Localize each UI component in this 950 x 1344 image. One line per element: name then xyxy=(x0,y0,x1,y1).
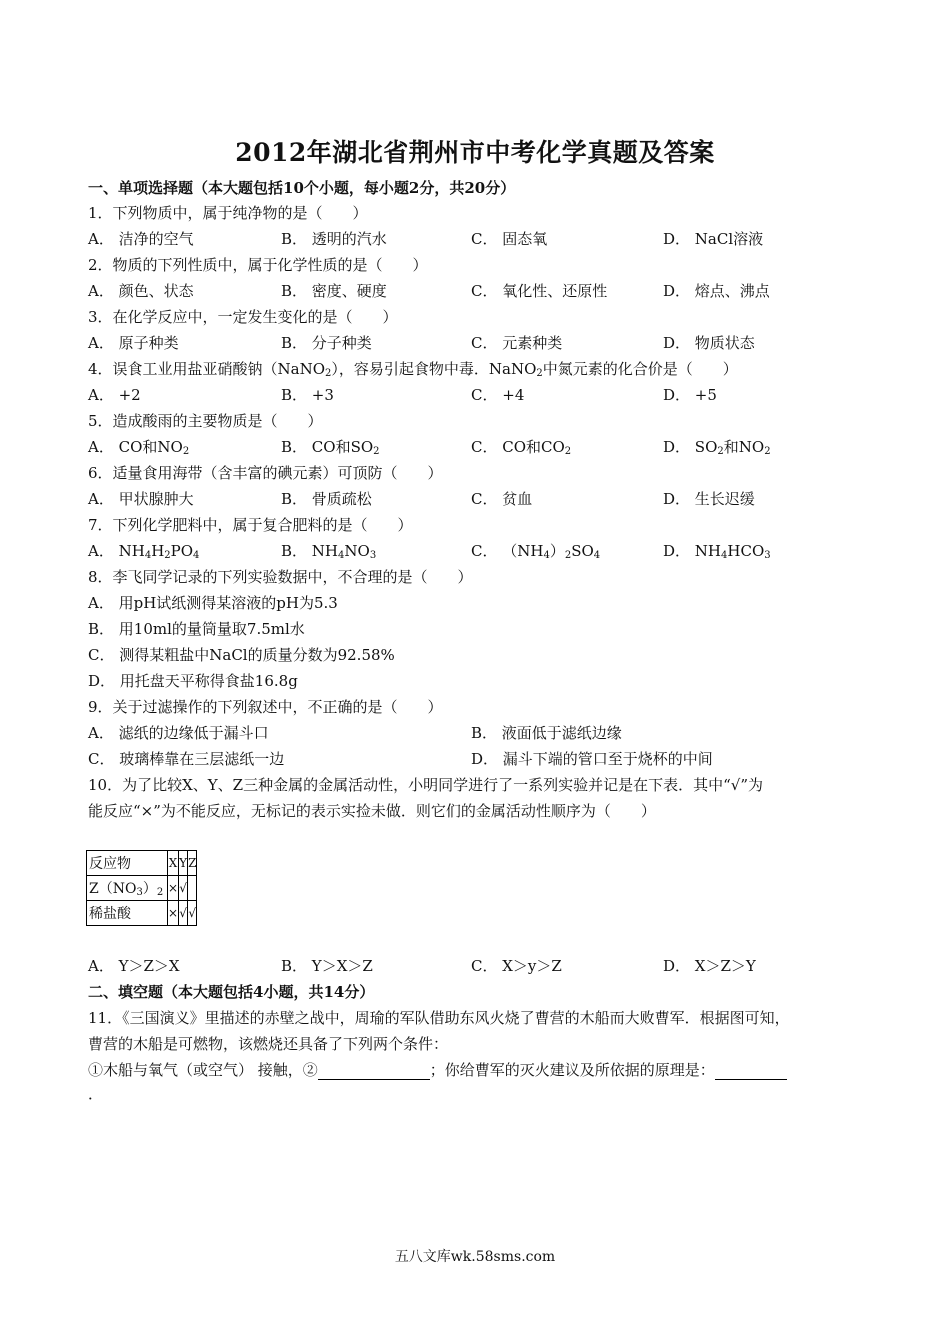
q4-option-b: B． +3 xyxy=(281,386,334,404)
q6-option-c: C． 贫血 xyxy=(471,490,533,508)
question-4-stem: 4．误食工业用盐亚硝酸钠（NaNO$_2$），容易引起食物中毒．NaNO$_2$中氮元素的化合价是（ ） xyxy=(88,360,738,379)
q2-option-c: C． 氧化性、还原性 xyxy=(471,282,608,300)
table-cell: √ xyxy=(188,901,197,926)
section-heading-fill: 二、填空题（本大题包括4小题，共14分） xyxy=(88,983,375,1001)
q3-option-a: A． 原子种类 xyxy=(88,334,179,352)
q5-option-b: B． CO和$SO_2$ xyxy=(281,438,380,457)
question-3-stem: 3．在化学反应中，一定发生变化的是（ ） xyxy=(88,308,398,326)
q7-option-c: C． $(NH_4)_2SO_4$ xyxy=(471,542,601,561)
footer-watermark: 五八文库wk.58sms.com xyxy=(394,1249,556,1265)
table-row xyxy=(87,901,197,926)
q2-option-d: D． 熔点、沸点 xyxy=(663,282,770,300)
q4-option-a: A． +2 xyxy=(88,386,141,404)
question-2-stem: 2．物质的下列性质中，属于化学性质的是（ ） xyxy=(88,256,428,274)
answer-blank[interactable] xyxy=(318,1063,430,1080)
question-9-stem: 9．关于过滤操作的下列叙述中，不正确的是（ ） xyxy=(88,698,443,716)
q6-option-a: A． 甲状腺肿大 xyxy=(88,490,194,508)
q6-option-b: B． 骨质疏松 xyxy=(281,490,372,508)
q9-option-b: B． 液面低于滤纸边缘 xyxy=(471,724,622,742)
table-header-cell: Y xyxy=(179,851,188,876)
q4-option-c: C． +4 xyxy=(471,386,525,404)
q7-option-b: B． $NH_4NO_3$ xyxy=(281,542,377,561)
reaction-table xyxy=(86,850,197,926)
q5-option-a: A． CO和$NO_2$ xyxy=(88,438,190,457)
q5-option-d: D． $SO_2$和$NO_2$ xyxy=(663,438,771,457)
section-heading-choice: 一、单项选择题（本大题包括10个小题，每小题2分，共20分） xyxy=(88,179,516,197)
table-row xyxy=(87,876,197,901)
question-10-stem-line1: 10．为了比较X、Y、Z三种金属的金属活动性，小明同学进行了一系列实验并记是在下表．其中“√”为 xyxy=(88,776,763,794)
q5-option-c: C． CO和$CO_2$ xyxy=(471,438,572,457)
q6-option-d: D． 生长迟缓 xyxy=(663,490,755,508)
table-cell: × xyxy=(168,901,179,926)
q1-option-d: D． NaCl溶液 xyxy=(663,230,764,248)
q3-option-c: C． 元素种类 xyxy=(471,334,563,352)
table-header-row xyxy=(87,851,197,876)
answer-blank[interactable] xyxy=(715,1063,787,1080)
question-7-stem: 7．下列化学肥料中，属于复合肥料的是（ ） xyxy=(88,516,413,534)
q1-option-c: C． 固态氧 xyxy=(471,230,548,248)
table-header-cell: Z xyxy=(188,851,197,876)
question-1-stem: 1．下列物质中，属于纯净物的是（ ） xyxy=(88,204,368,222)
q7-option-d: D． $NH_4HCO_3$ xyxy=(663,542,771,561)
question-11-line4: ． xyxy=(88,1085,104,1103)
question-11-line2: 曹营的木船是可燃物，该燃烧还具备了下列两个条件： xyxy=(88,1035,449,1053)
q9-option-a: A． 滤纸的边缘低于漏斗口 xyxy=(88,724,269,742)
table-cell: × xyxy=(168,876,179,901)
q8-option-a: A． 用pH试纸测得某溶液的pH为5.3 xyxy=(88,594,338,612)
q2-option-b: B． 密度、硬度 xyxy=(281,282,387,300)
q3-option-b: B． 分子种类 xyxy=(281,334,372,352)
q8-option-b: B． 用10ml的量筒量取7.5ml水 xyxy=(88,620,305,638)
question-8-stem: 8．李飞同学记录的下列实验数据中，不合理的是（ ） xyxy=(88,568,473,586)
q2-option-a: A． 颜色、状态 xyxy=(88,282,194,300)
q1-option-a: A． 洁净的空气 xyxy=(88,230,194,248)
q8-option-c: C． 测得某粗盐中NaCl的质量分数为92.58% xyxy=(88,646,395,664)
q9-option-d: D． 漏斗下端的管口至于烧杯的中间 xyxy=(471,750,713,768)
table-cell xyxy=(188,876,197,901)
q9-option-c: C． 玻璃棒靠在三层滤纸一边 xyxy=(88,750,285,768)
q8-option-d: D． 用托盘天平称得食盐16.8g xyxy=(88,672,298,690)
table-header-cell: X xyxy=(168,851,179,876)
question-11-line1: 11．《三国演义》里描述的赤壁之战中，周瑜的军队借助东风火烧了曹营的木船而大败曹军．根据图可知， xyxy=(88,1009,790,1027)
q3-option-d: D． 物质状态 xyxy=(663,334,755,352)
table-cell: √ xyxy=(179,901,188,926)
table-header-cell: 反应物 xyxy=(87,851,168,876)
table-cell: √ xyxy=(179,876,188,901)
table-row-label: 稀盐酸 xyxy=(87,901,168,926)
q7-option-a: A． $NH_4H_2PO_4$ xyxy=(88,542,200,561)
question-11-line3: ①木船与氧气（或空气） 接触，② ；你给曹军的灭火建议及所依据的原理是： xyxy=(88,1060,787,1080)
q10-option-d: D． X＞Z＞Y xyxy=(663,957,756,975)
table-row-label: $Z(NO_3)_2$ xyxy=(87,876,168,901)
question-10-stem-line2: 能反应“×”为不能反应，无标记的表示实捡未做．则它们的金属活动性顺序为（ ） xyxy=(88,802,656,820)
q10-option-b: B． Y＞X＞Z xyxy=(281,957,373,975)
question-5-stem: 5．造成酸雨的主要物质是（ ） xyxy=(88,412,323,430)
question-6-stem: 6．适量食用海带（含丰富的碘元素）可顶防（ ） xyxy=(88,464,443,482)
q4-option-d: D． +5 xyxy=(663,386,717,404)
q10-option-a: A． Y＞Z＞X xyxy=(88,957,180,975)
page-title: 2012年湖北省荆州市中考化学真题及答案 xyxy=(235,138,715,167)
q10-option-c: C． X＞y＞Z xyxy=(471,957,562,975)
q1-option-b: B． 透明的汽水 xyxy=(281,230,387,248)
